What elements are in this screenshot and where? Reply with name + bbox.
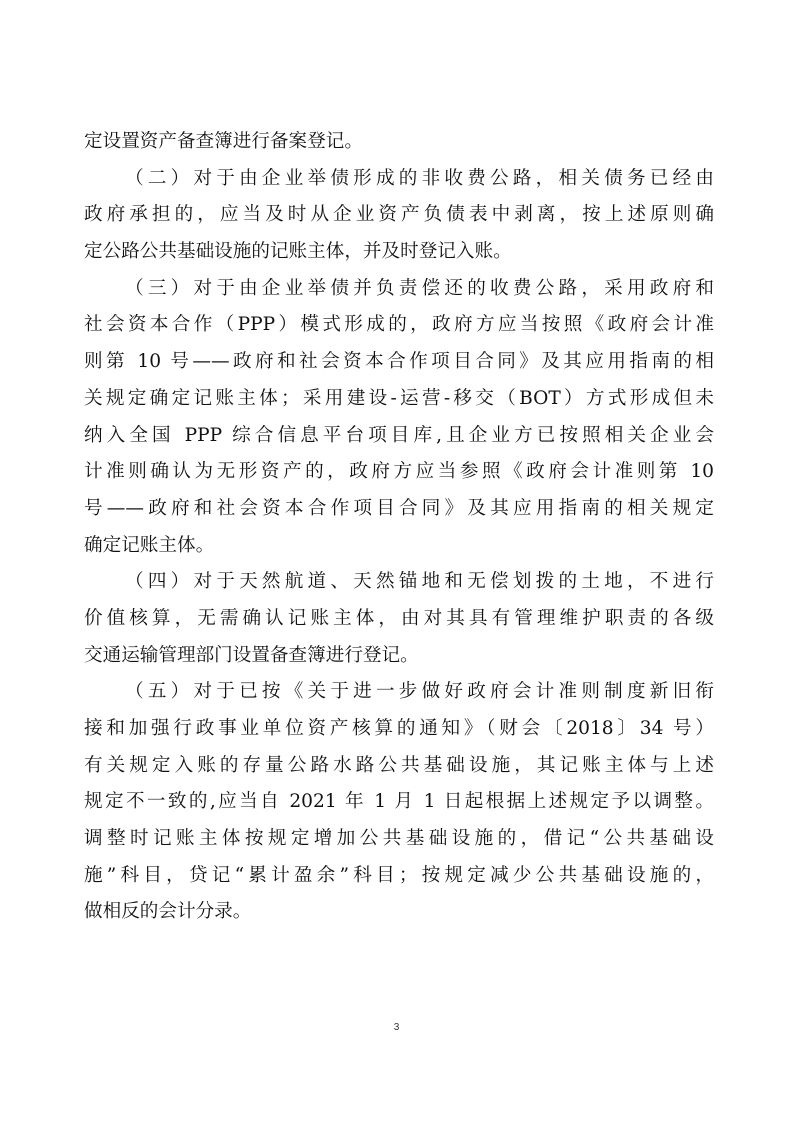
text-line: 政府承担的，应当及时从企业资产负债表中剥离，按上述原则确	[84, 204, 714, 226]
text-line: 有关规定入账的存量公路水路公共基础设施，其记账主体与上述	[84, 754, 714, 776]
text-line: 接和加强行政事业单位资产核算的通知》（财会〔2018〕34 号）	[84, 718, 714, 739]
text-line: 定公路公共基础设施的记账主体，并及时登记入账。	[84, 241, 512, 263]
text-line: 关规定确定记账主体；采用建设-运营-移交（BOT）方式形成但未	[84, 387, 714, 409]
text-line: （五）对于已按《关于进一步做好政府会计准则制度新旧衔	[125, 681, 714, 703]
text-line: （二）对于由企业举债形成的非收费公路，相关债务已经由	[125, 167, 714, 189]
page-number: 3	[393, 1022, 400, 1033]
text-line: 做相反的会计分录。	[84, 901, 252, 923]
document-body	[84, 124, 714, 931]
text-line: 交通运输管理部门设置备查簿进行登记。	[84, 644, 419, 666]
text-line: 规定不一致的,应当自 2021 年 1 月 1 日起根据上述规定予以调整。	[84, 791, 714, 813]
text-line: 号——政府和社会资本合作项目合同》及其应用指南的相关规定	[84, 497, 714, 519]
text-line: 价值核算，无需确认记账主体，由对其具有管理维护职责的各级	[84, 607, 714, 629]
text-line: （四）对于天然航道、天然锚地和无偿划拨的土地，不进行	[125, 571, 714, 593]
text-line: 调整时记账主体按规定增加公共基础设施的，借记“公共基础设	[84, 828, 714, 850]
text-line: 计准则确认为无形资产的，政府方应当参照《政府会计准则第 10	[84, 461, 714, 483]
text-line: 则第 10 号——政府和社会资本合作项目合同》及其应用指南的相	[84, 351, 714, 373]
text-line: 社会资本合作（PPP）模式形成的，政府方应当按照《政府会计准	[84, 314, 714, 336]
text-line: 施”科目，贷记“累计盈余”科目；按规定减少公共基础设施的，	[84, 864, 714, 886]
text-line: 定设置资产备查簿进行备案登记。	[84, 131, 363, 152]
text-line: （三）对于由企业举债并负责偿还的收费公路，采用政府和	[125, 277, 714, 299]
text-line: 确定记账主体。	[84, 534, 215, 556]
text-line: 纳入全国 PPP 综合信息平台项目库,且企业方已按照相关企业会	[84, 424, 714, 446]
